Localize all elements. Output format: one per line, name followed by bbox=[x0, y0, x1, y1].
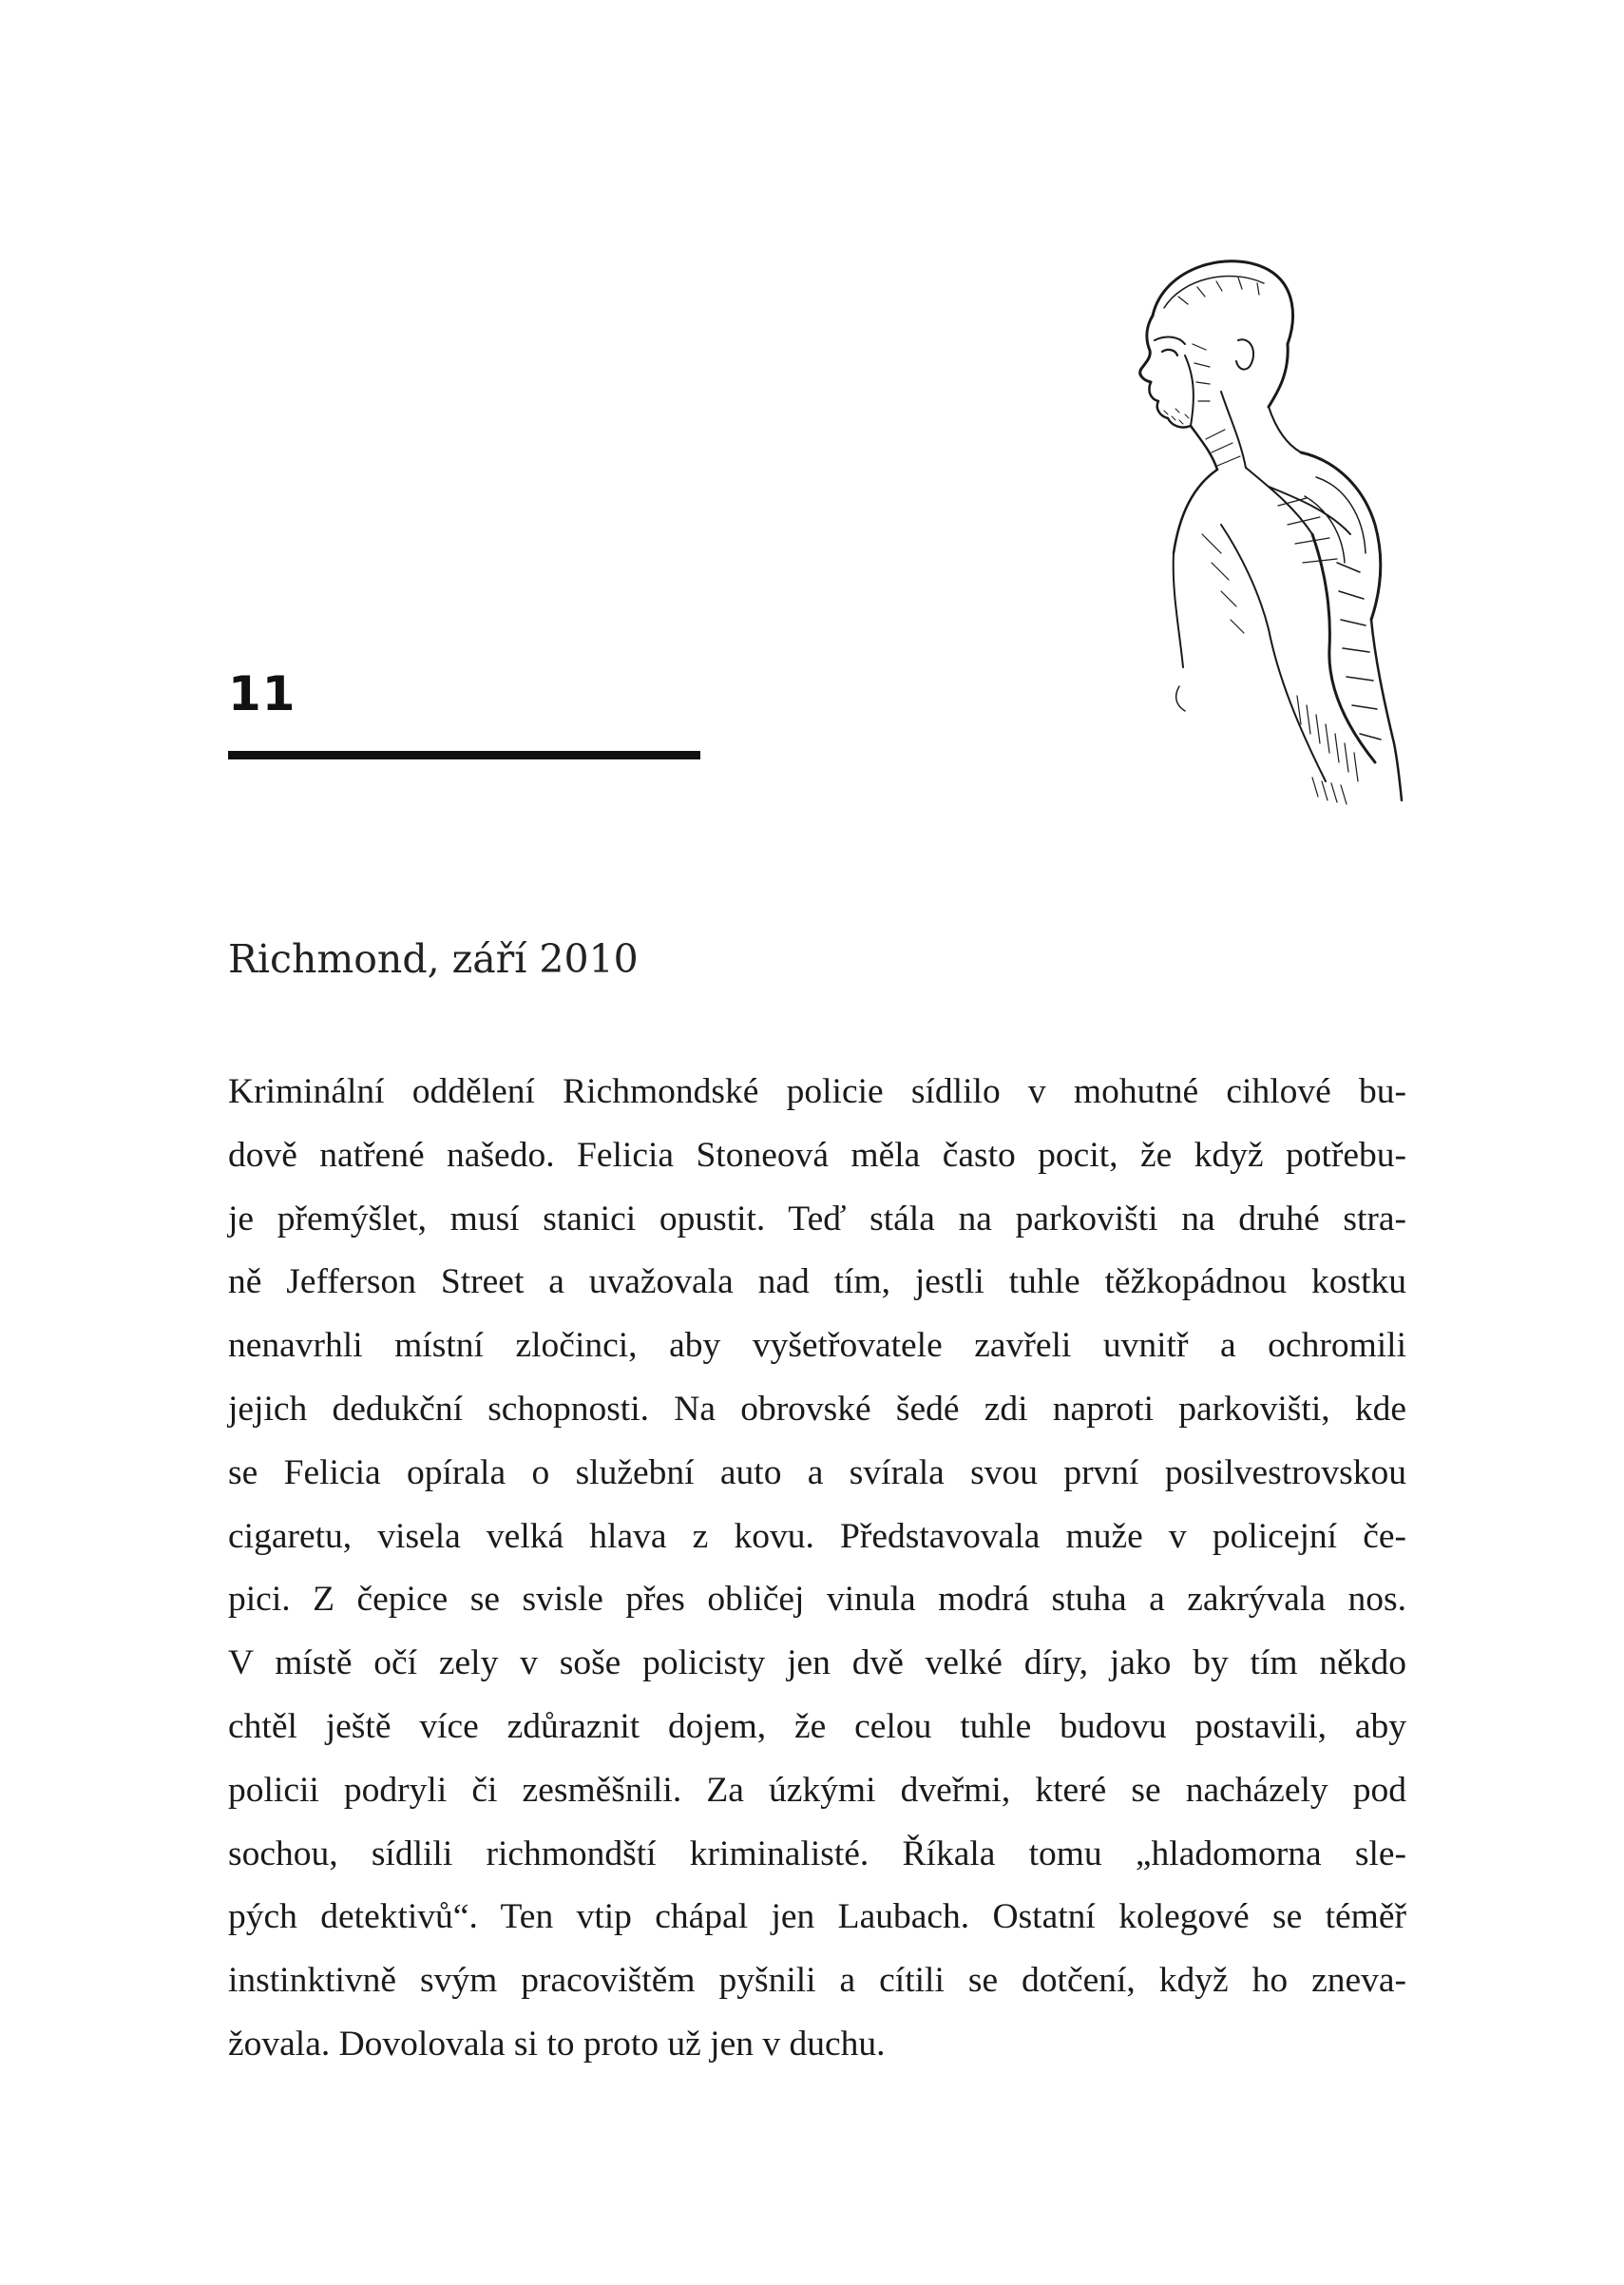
chapter-rule bbox=[228, 751, 700, 759]
text-line: žovala. Dovolovala si to proto už jen v duchu. bbox=[228, 2024, 886, 2064]
chapter-number: 11 bbox=[228, 666, 296, 721]
text-line: jejich dedukční schopnosti. Na obrovské šedé zdi naproti parkovišti, kde bbox=[228, 1389, 1406, 1429]
text-line: dově natřené našedo. Felicia Stoneová měla často pocit, že když potřebu- bbox=[228, 1135, 1406, 1175]
text-line: ně Jefferson Street a uvažovala nad tím, jestli tuhle těžkopádnou kostku bbox=[228, 1262, 1406, 1302]
text-line: nenavrhli místní zločinci, aby vyšetřovatele zavřeli uvnitř a ochromili bbox=[228, 1326, 1406, 1366]
body-text bbox=[228, 1061, 1406, 2077]
text-line: pici. Z čepice se svisle přes obličej vinula modrá stuha a zakrývala nos. bbox=[228, 1580, 1406, 1620]
text-line: policii podryli či zesměšnili. Za úzkými dveřmi, které se nacházely pod bbox=[228, 1770, 1406, 1810]
anatomical-figure-icon bbox=[1126, 249, 1411, 810]
text-line: instinktivně svým pracovištěm pyšnili a cítili se dotčení, když ho zneva- bbox=[228, 1961, 1406, 2001]
text-line: sochou, sídlili richmondští kriminalisté. Říkala tomu „hladomorna sle- bbox=[228, 1834, 1406, 1873]
text-line: se Felicia opírala o služební auto a svírala svou první posilvestrovskou bbox=[228, 1452, 1406, 1492]
place-date-heading: Richmond, září 2010 bbox=[228, 936, 639, 982]
text-line: chtěl ještě více zdůraznit dojem, že celou tuhle budovu postavili, aby bbox=[228, 1706, 1406, 1746]
text-line: Kriminální oddělení Richmondské policie sídlilo v mohutné cihlové bu- bbox=[228, 1072, 1406, 1111]
text-line: pých detektivů“. Ten vtip chápal jen Laubach. Ostatní kolegové se téměř bbox=[228, 1897, 1406, 1937]
text-line: cigaretu, visela velká hlava z kovu. Představovala muže v policejní če- bbox=[228, 1516, 1406, 1556]
text-line: je přemýšlet, musí stanici opustit. Teď stála na parkovišti na druhé stra- bbox=[228, 1199, 1406, 1239]
text-line: V místě očí zely v soše policisty jen dvě velké díry, jako by tím někdo bbox=[228, 1643, 1406, 1683]
